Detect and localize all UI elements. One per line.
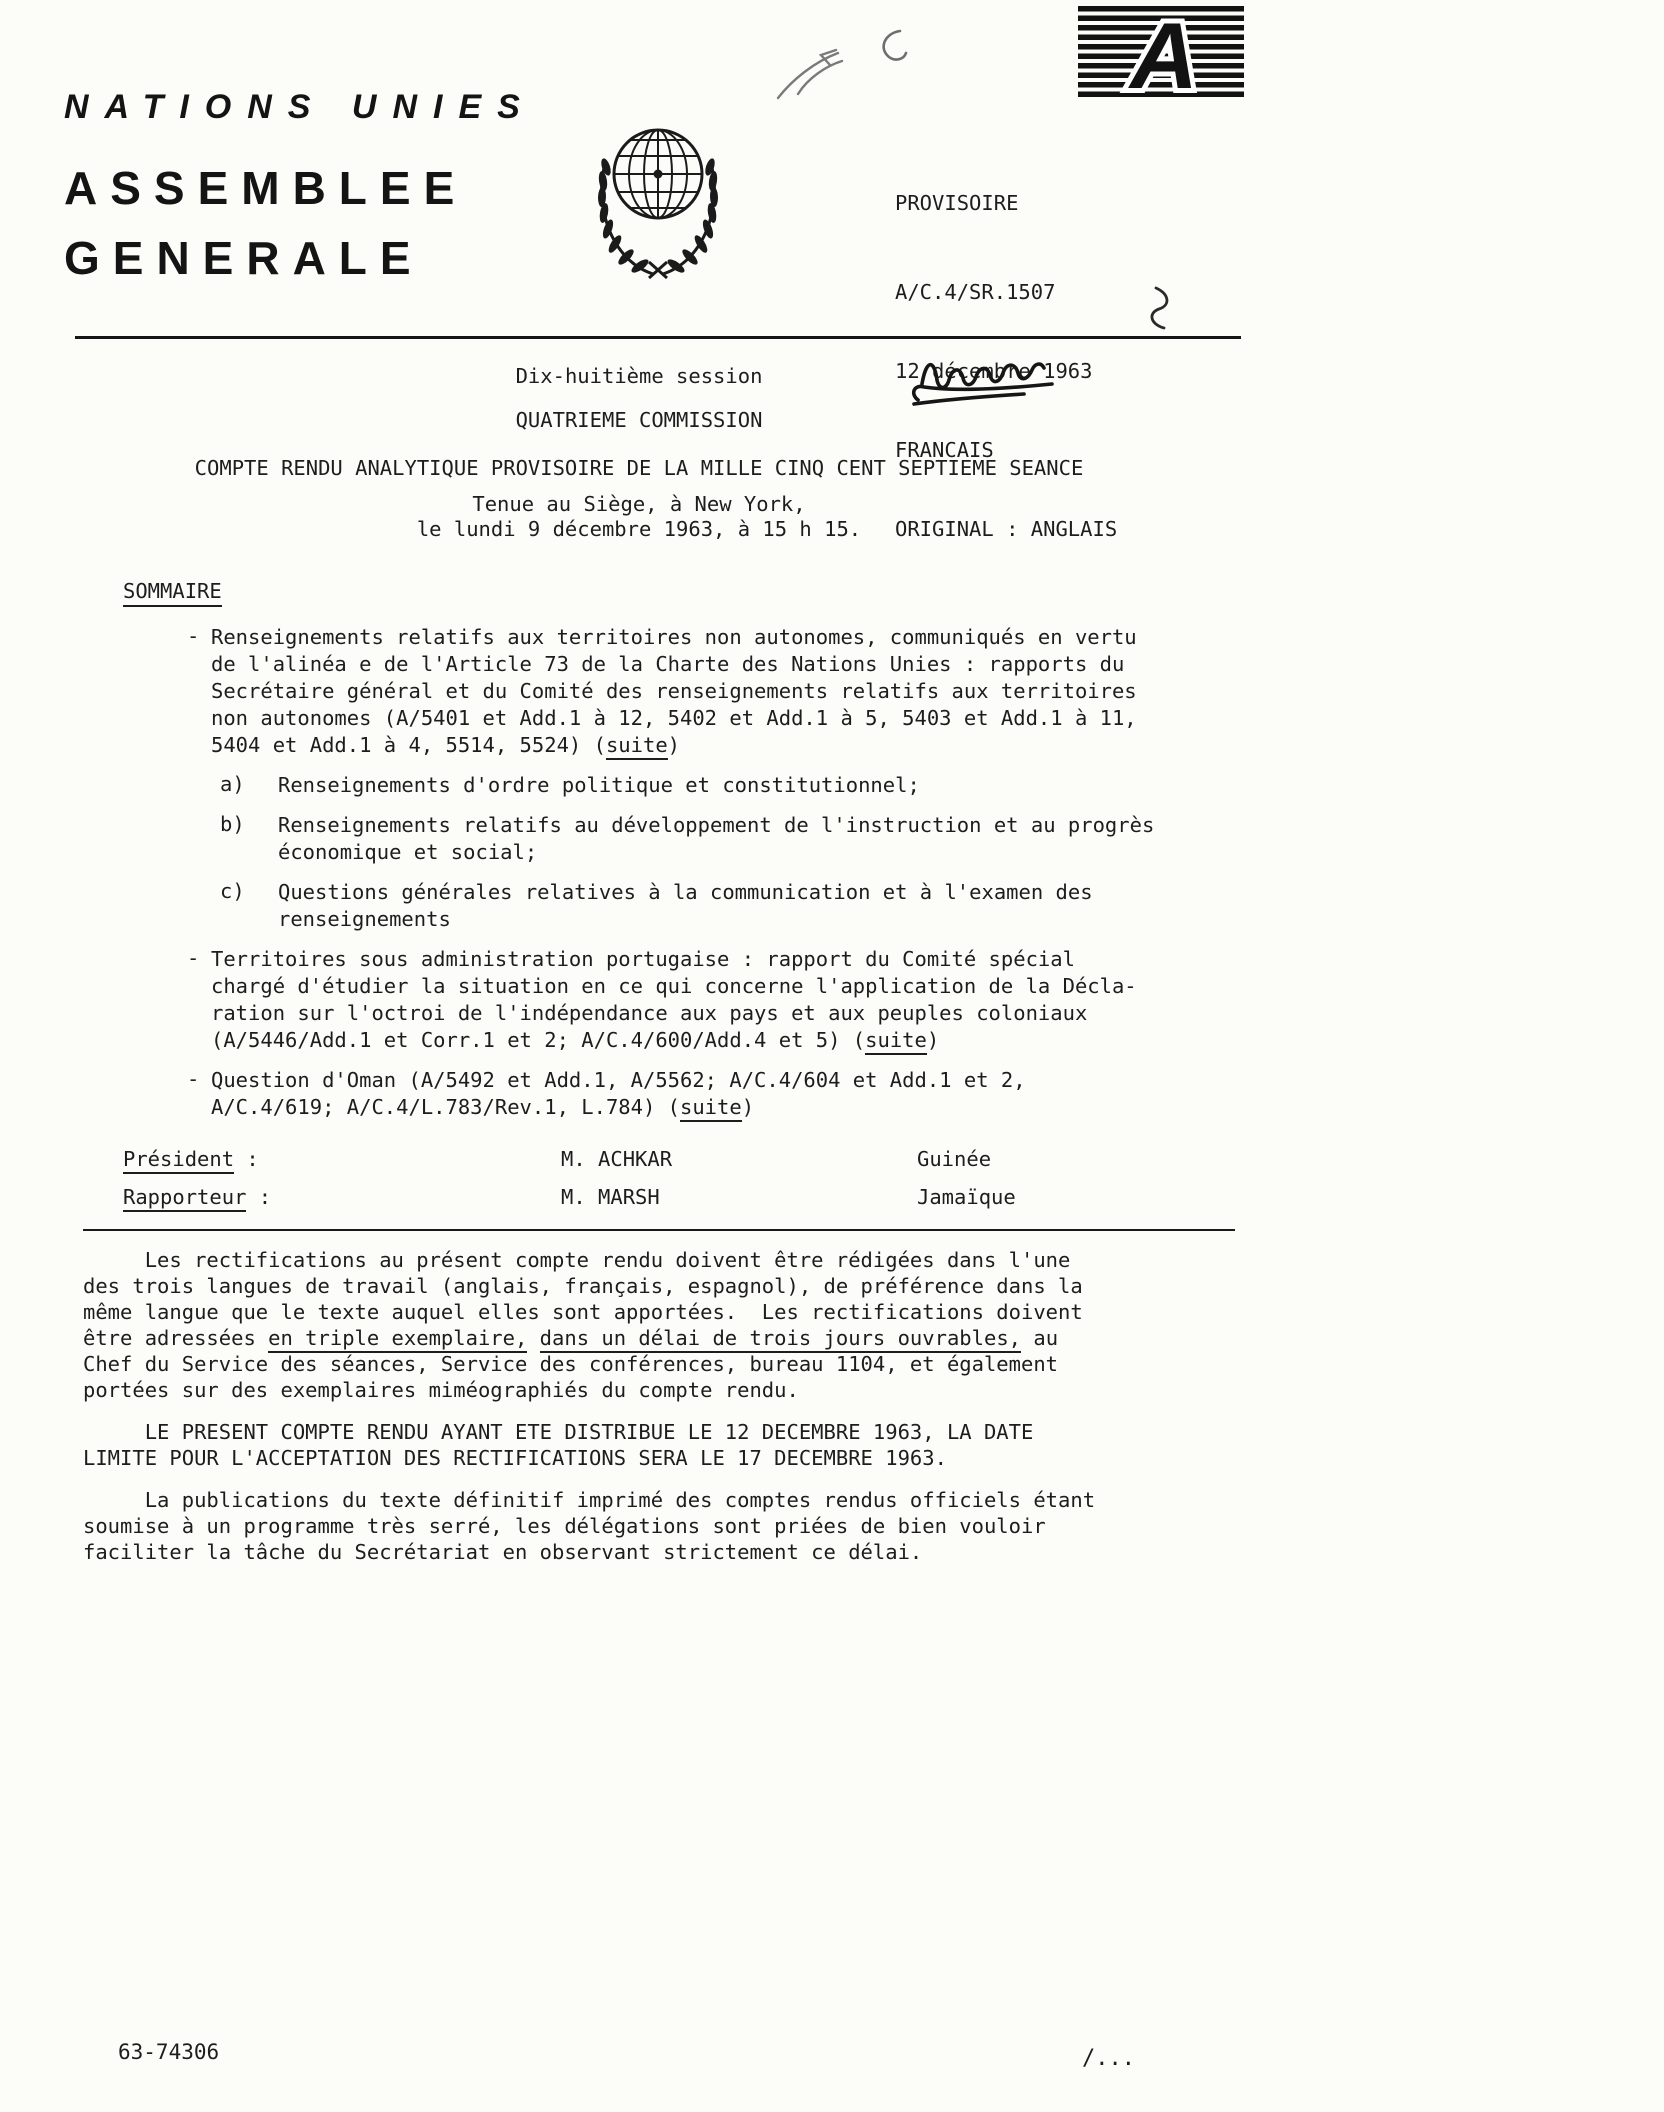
sommaire-subitem-c xyxy=(220,879,1243,933)
subitem-marker: c) xyxy=(220,879,245,903)
officers-block xyxy=(75,1147,1243,1209)
header-divider xyxy=(75,336,1241,339)
svg-text:A: A xyxy=(1130,6,1198,102)
pencil-scribble xyxy=(778,50,842,98)
president-name: M. ACHKAR xyxy=(561,1147,673,1171)
org-name: NATIONS UNIES xyxy=(64,88,536,126)
subitem-text: Renseignements relatifs au développement de l'instruction et au progrès économique et social; xyxy=(278,813,1155,864)
rectifications-paragraph: Les rectifications au présent compte rendu doivent être rédigées dans l'une des trois langues de travail (anglais, français, espagnol), de préférence dans la même langue que le texte auquel elles sont apportées. Les rectifications doivent être adressées en triple exemplaire, dans un délai de trois jours ouvrables, au Chef du Service des séances, Service des conférences, bureau 1104, et également portées sur des exemplaires miméographiés du compte rendu. xyxy=(83,1248,1083,1402)
handwritten-check-mark xyxy=(1152,288,1167,328)
session-number: Dix-huitième session xyxy=(515,364,763,388)
subitem-text: Questions générales relatives à la communication et à l'examen des renseignements xyxy=(278,880,1093,931)
rapporteur-label: Rapporteur : xyxy=(123,1185,561,1209)
item-marker: - xyxy=(187,946,200,970)
continuation-mark: /... xyxy=(1082,2046,1135,2071)
sommaire-heading-label: SOMMAIRE xyxy=(123,579,222,607)
doc-language: FRANCAIS xyxy=(895,438,994,462)
doc-original-language: ORIGINAL : ANGLAIS xyxy=(895,517,1118,541)
sommaire-heading xyxy=(123,579,222,603)
item-text: Territoires sous administration portugaise : rapport du Comité spécial chargé d'étudier la situation en ce qui concerne l'application de la Décla- ration sur l'octroi de l'indépendance aux pays et aux peuples coloniaux (A/5446/Add.1 et Corr.1 et 2; A/C.4/600/Add.4 et 5) (suite) xyxy=(211,946,1137,1054)
commission-name: QUATRIEME COMMISSION xyxy=(515,408,763,432)
assembly-title-line2: GENERALE xyxy=(64,232,424,284)
date-time-line: le lundi 9 décembre 1963, à 15 h 15. xyxy=(416,517,862,541)
rapporteur-row xyxy=(123,1185,1243,1209)
assembly-title-line1: ASSEMBLEE xyxy=(64,162,468,214)
sommaire-item-1 xyxy=(187,624,1243,759)
item-text: Question d'Oman (A/5492 et Add.1, A/5562; A/C.4/604 et Add.1 et 2, A/C.4/619; A/C.4/L.783/Rev.1, L.784) (suite) xyxy=(211,1067,1026,1121)
officers-divider xyxy=(83,1229,1235,1231)
item-marker: - xyxy=(187,624,200,648)
sommaire-subitem-b xyxy=(220,812,1243,866)
sommaire-subitem-a xyxy=(220,772,1243,799)
deadline-paragraph: LE PRESENT COMPTE RENDU AYANT ETE DISTRIBUE LE 12 DECEMBRE 1963, LA DATE LIMITE POUR L'ACCEPTATION DES RECTIFICATIONS SERA LE 17 DECEMBRE 1963. xyxy=(83,1420,1034,1470)
corner-stamp-a-icon xyxy=(1078,6,1244,106)
doc-symbol: A/C.4/SR.1507 xyxy=(895,280,1056,304)
pencil-c-mark xyxy=(884,31,906,60)
doc-date: 12 décembre 1963 xyxy=(895,359,1093,383)
subitem-text: Renseignements d'ordre politique et constitutionnel; xyxy=(278,773,920,797)
un-emblem-icon xyxy=(583,112,733,292)
subitem-marker: b) xyxy=(220,812,245,836)
doc-status: PROVISOIRE xyxy=(895,191,1019,215)
session-block xyxy=(75,364,1243,541)
publication-paragraph: La publications du texte définitif imprimé des comptes rendus officiels étant soumise à un programme très serré, les délégations sont priées de bien vouloir faciliter la tâche du Secrétariat en observant strictement ce délai. xyxy=(83,1488,1096,1564)
sommaire-item-3 xyxy=(187,1067,1243,1121)
sommaire-item-2 xyxy=(187,946,1243,1054)
president-country: Guinée xyxy=(917,1147,992,1171)
rapporteur-name: M. MARSH xyxy=(561,1185,660,1209)
president-label: Président : xyxy=(123,1147,561,1171)
masthead xyxy=(64,88,536,285)
main-content xyxy=(75,358,1243,1565)
rapporteur-country: Jamaïque xyxy=(917,1185,1016,1209)
venue-line: Tenue au Siège, à New York, xyxy=(472,492,806,516)
document-number: 63-74306 xyxy=(118,2040,220,2064)
item-marker: - xyxy=(187,1067,200,1091)
subitem-marker: a) xyxy=(220,772,245,796)
item-text: Renseignements relatifs aux territoires non autonomes, communiqués en vertu de l'alinéa e de l'Article 73 de la Charte des Nations Unies : rapports du Secrétaire général et du Comité des renseignements relatifs aux territoires non autonomes (A/5401 et Add.1 à 12, 5402 et Add.1 à 5, 5403 et Add.1 à 11, 5404 et Add.1 à 4, 5514, 5524) (suite) xyxy=(211,624,1137,759)
notes-block xyxy=(83,1247,1243,1565)
president-row xyxy=(123,1147,1243,1171)
record-title: COMPTE RENDU ANALYTIQUE PROVISOIRE DE LA MILLE CINQ CENT SEPTIEME SEANCE xyxy=(194,456,1084,480)
